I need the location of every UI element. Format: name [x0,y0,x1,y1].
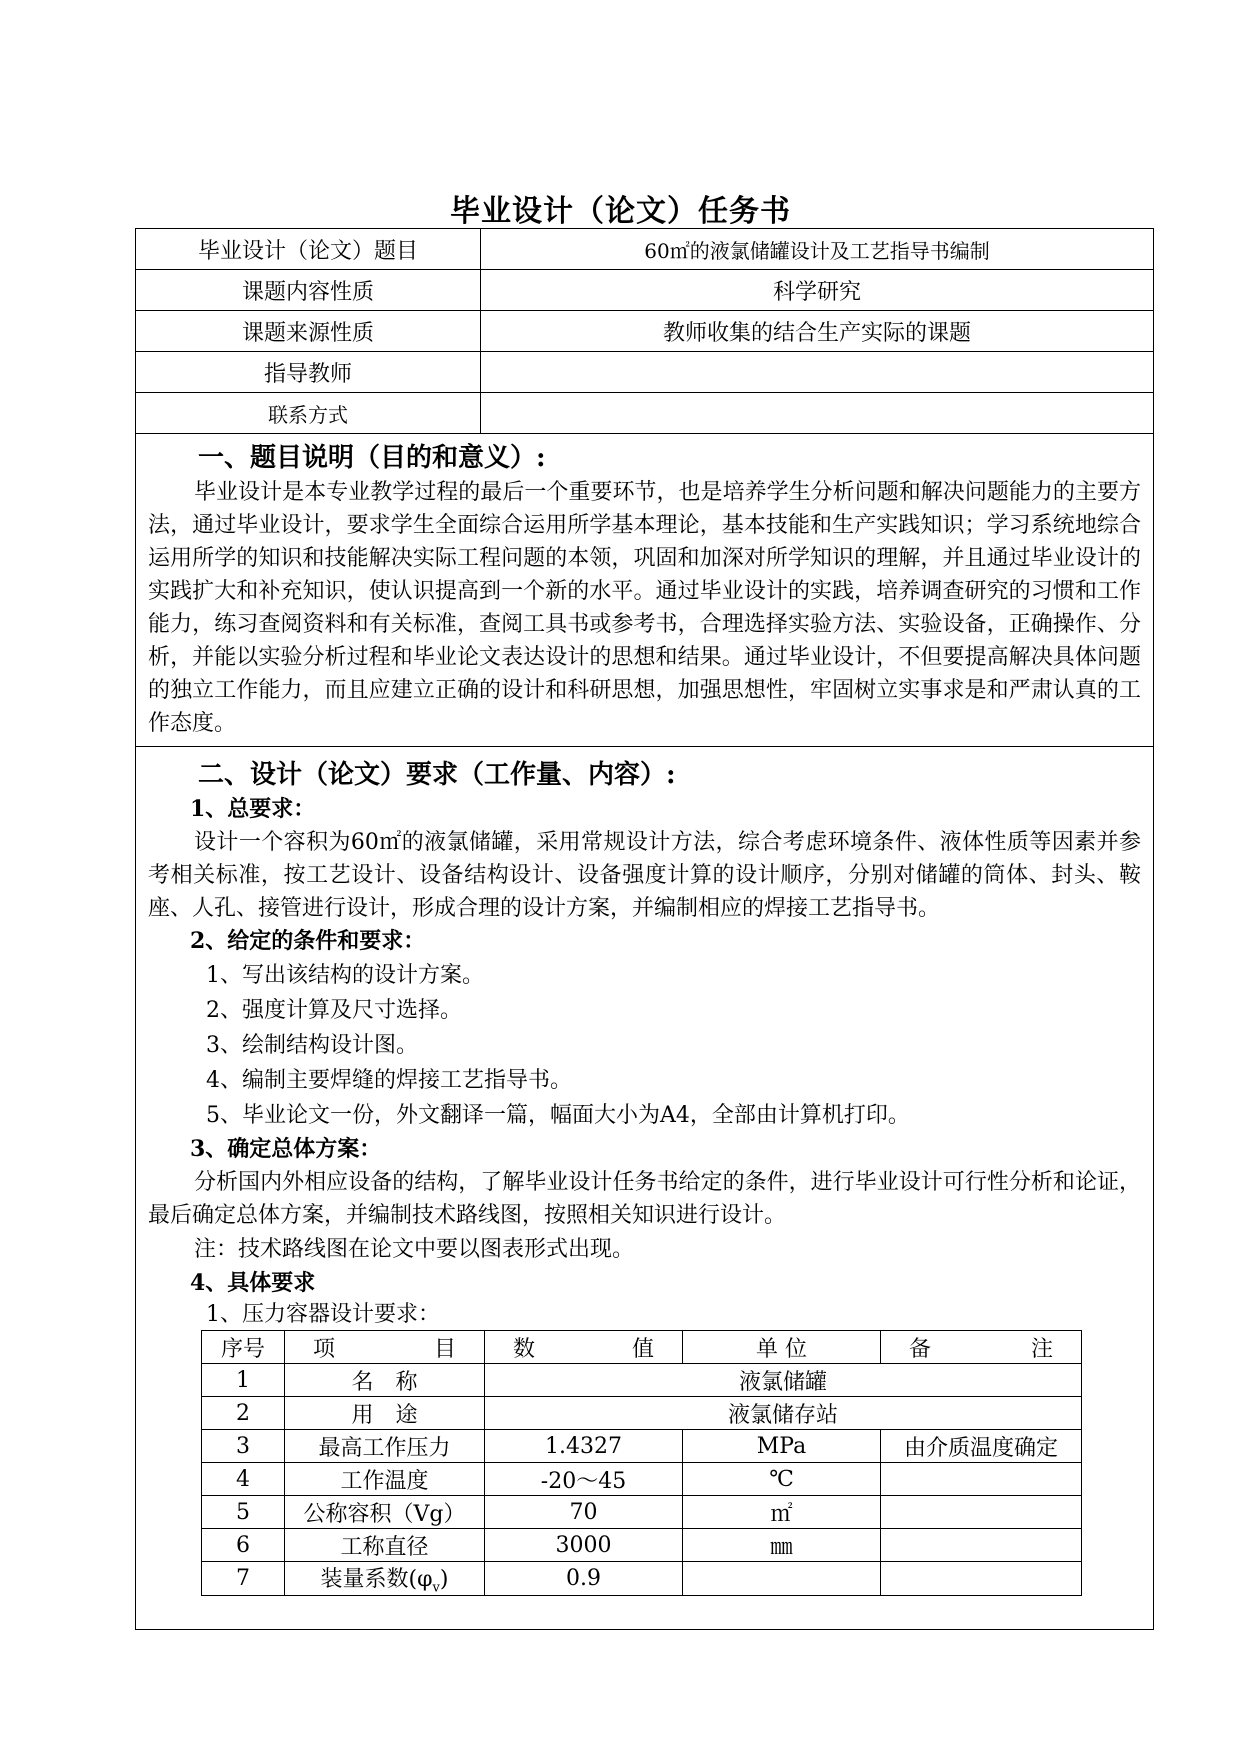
header-note-a: 备 [909,1336,932,1362]
sub2-item-2: 2、强度计算及尺寸选择。 [206,998,462,1023]
advisor-label: 指导教师 [136,352,481,393]
row-no: 7 [202,1562,285,1596]
sub4-item: 1、压力容器设计要求： [206,1302,440,1327]
row-unit: MPa [683,1430,881,1463]
row-item: 最高工作压力 [285,1430,485,1463]
pressure-vessel-table [201,1330,1082,1596]
row-note: 由介质温度确定 [881,1430,1082,1463]
row-no: 1 [202,1364,285,1397]
contact-value [481,393,1154,434]
topic-row [136,229,1154,270]
row-note [881,1562,1082,1596]
row-merged-value: 液氯储罐 [485,1364,1082,1397]
table-row [202,1430,1082,1463]
row-no: 3 [202,1430,285,1463]
table-header-row [202,1331,1082,1364]
row-value: 1.4327 [485,1430,683,1463]
header-unit: 单 位 [683,1331,881,1364]
table-row [202,1529,1082,1562]
sub3-body: 分析国内外相应设备的结构，了解毕业设计任务书给定的条件，进行毕业设计可行性分析和论证，最后确定总体方案，并编制技术路线图，按照相关知识进行设计。 [148,1170,1141,1228]
header-value-b: 值 [631,1336,654,1362]
sub2-item-1: 1、写出该结构的设计方案。 [206,963,484,988]
source-label: 课题来源性质 [136,311,481,352]
advisor-row [136,352,1154,393]
section2-heading: 二、设计（论文）要求（工作量、内容）: [198,760,676,790]
section2-row [136,747,1154,1630]
header-value-a: 数 [513,1336,536,1362]
header-item-a: 项 [313,1336,336,1362]
row-value: 3000 [485,1529,683,1562]
source-row [136,311,1154,352]
nature-value: 科学研究 [481,270,1154,311]
sub2-item-4: 4、编制主要焊缝的焊接工艺指导书。 [206,1068,572,1093]
section1-heading: 一、题目说明（目的和意义）: [198,443,546,473]
sub2-heading: 2、给定的条件和要求： [190,928,426,954]
sub2-item-3: 3、绘制结构设计图。 [206,1033,418,1058]
sub1-heading: 1、总要求： [190,796,316,822]
row-item-subscript: v [432,1580,440,1596]
row-note [881,1529,1082,1562]
advisor-value [481,352,1154,393]
row-no: 5 [202,1496,285,1529]
row-no: 2 [202,1397,285,1430]
topic-value: 60㎡的液氯储罐设计及工艺指导书编制 [481,229,1154,270]
contact-row [136,393,1154,434]
row-no: 6 [202,1529,285,1562]
header-no: 序号 [202,1331,285,1364]
row-item: 用 途 [285,1397,485,1430]
row-value: 0.9 [485,1562,683,1596]
sub4-heading: 4、具体要求 [190,1270,316,1296]
row-item: 工作温度 [285,1463,485,1496]
row-unit: ㎡ [683,1496,881,1529]
sub1-body: 设计一个容积为60㎡的液氯储罐，采用常规设计方法，综合考虑环境条件、液体性质等因素并参考相关标准，按工艺设计、设备结构设计、设备强度计算的设计顺序，分别对储罐的筒体、封头、鞍座、人孔、接管进行设计，形成合理的设计方案，并编制相应的焊接工艺指导书。 [148,830,1141,921]
row-note [881,1496,1082,1529]
header-note-b: 注 [1030,1336,1053,1362]
table-row [202,1463,1082,1496]
row-note [881,1463,1082,1496]
row-item [285,1562,485,1596]
row-value: 70 [485,1496,683,1529]
table-row [202,1364,1082,1397]
table-row [202,1397,1082,1430]
row-item: 名 称 [285,1364,485,1397]
nature-label: 课题内容性质 [136,270,481,311]
row-unit [683,1562,881,1596]
sub2-item-5: 5、毕业论文一份，外文翻译一篇，幅面大小为A4，全部由计算机打印。 [206,1103,910,1128]
header-item-b: 目 [433,1336,456,1362]
row-value: -20～45 [485,1463,683,1496]
section1-row [136,434,1154,747]
topic-label: 毕业设计（论文）题目 [136,229,481,270]
row-item-close: ) [439,1567,449,1592]
document-title: 毕业设计（论文）任务书 [450,194,791,229]
row-item: 工称直径 [285,1529,485,1562]
sub3-note: 注：技术路线图在论文中要以图表形式出现。 [194,1237,635,1262]
row-unit: ㎜ [683,1529,881,1562]
table-row [202,1496,1082,1529]
sub3-heading: 3、确定总体方案： [190,1136,382,1162]
contact-label: 联系方式 [136,393,481,434]
task-form [135,228,1154,1630]
section1-body: 毕业设计是本专业教学过程的最后一个重要环节，也是培养学生分析问题和解决问题能力的主要方法，通过毕业设计，要求学生全面综合运用所学基本理论，基本技能和生产实践知识；学习系统地综合运用所学的知识和技能解决实际工程问题的本领，巩固和加深对所学知识的理解，并且通过毕业设计的实践扩大和补充知识，使认识提高到一个新的水平。通过毕业设计的实践，培养调查研究的习惯和工作能力，练习查阅资料和有关标准，查阅工具书或参考书，合理选择实验方法、实验设备，正确操作、分析，并能以实验分析过程和毕业论文表达设计的思想和结果。通过毕业设计，不但要提高解决具体问题的独立工作能力，而且应建立正确的设计和科研思想，加强思想性，牢固树立实事求是和严肃认真的工作态度。 [148,480,1141,736]
source-value: 教师收集的结合生产实际的课题 [481,311,1154,352]
row-item-text: 装量系数(φ [320,1567,433,1592]
nature-row [136,270,1154,311]
table-row [202,1562,1082,1596]
row-merged-value: 液氯储存站 [485,1397,1082,1430]
row-unit: ℃ [683,1463,881,1496]
row-item: 公称容积（Vg） [285,1496,485,1529]
row-no: 4 [202,1463,285,1496]
